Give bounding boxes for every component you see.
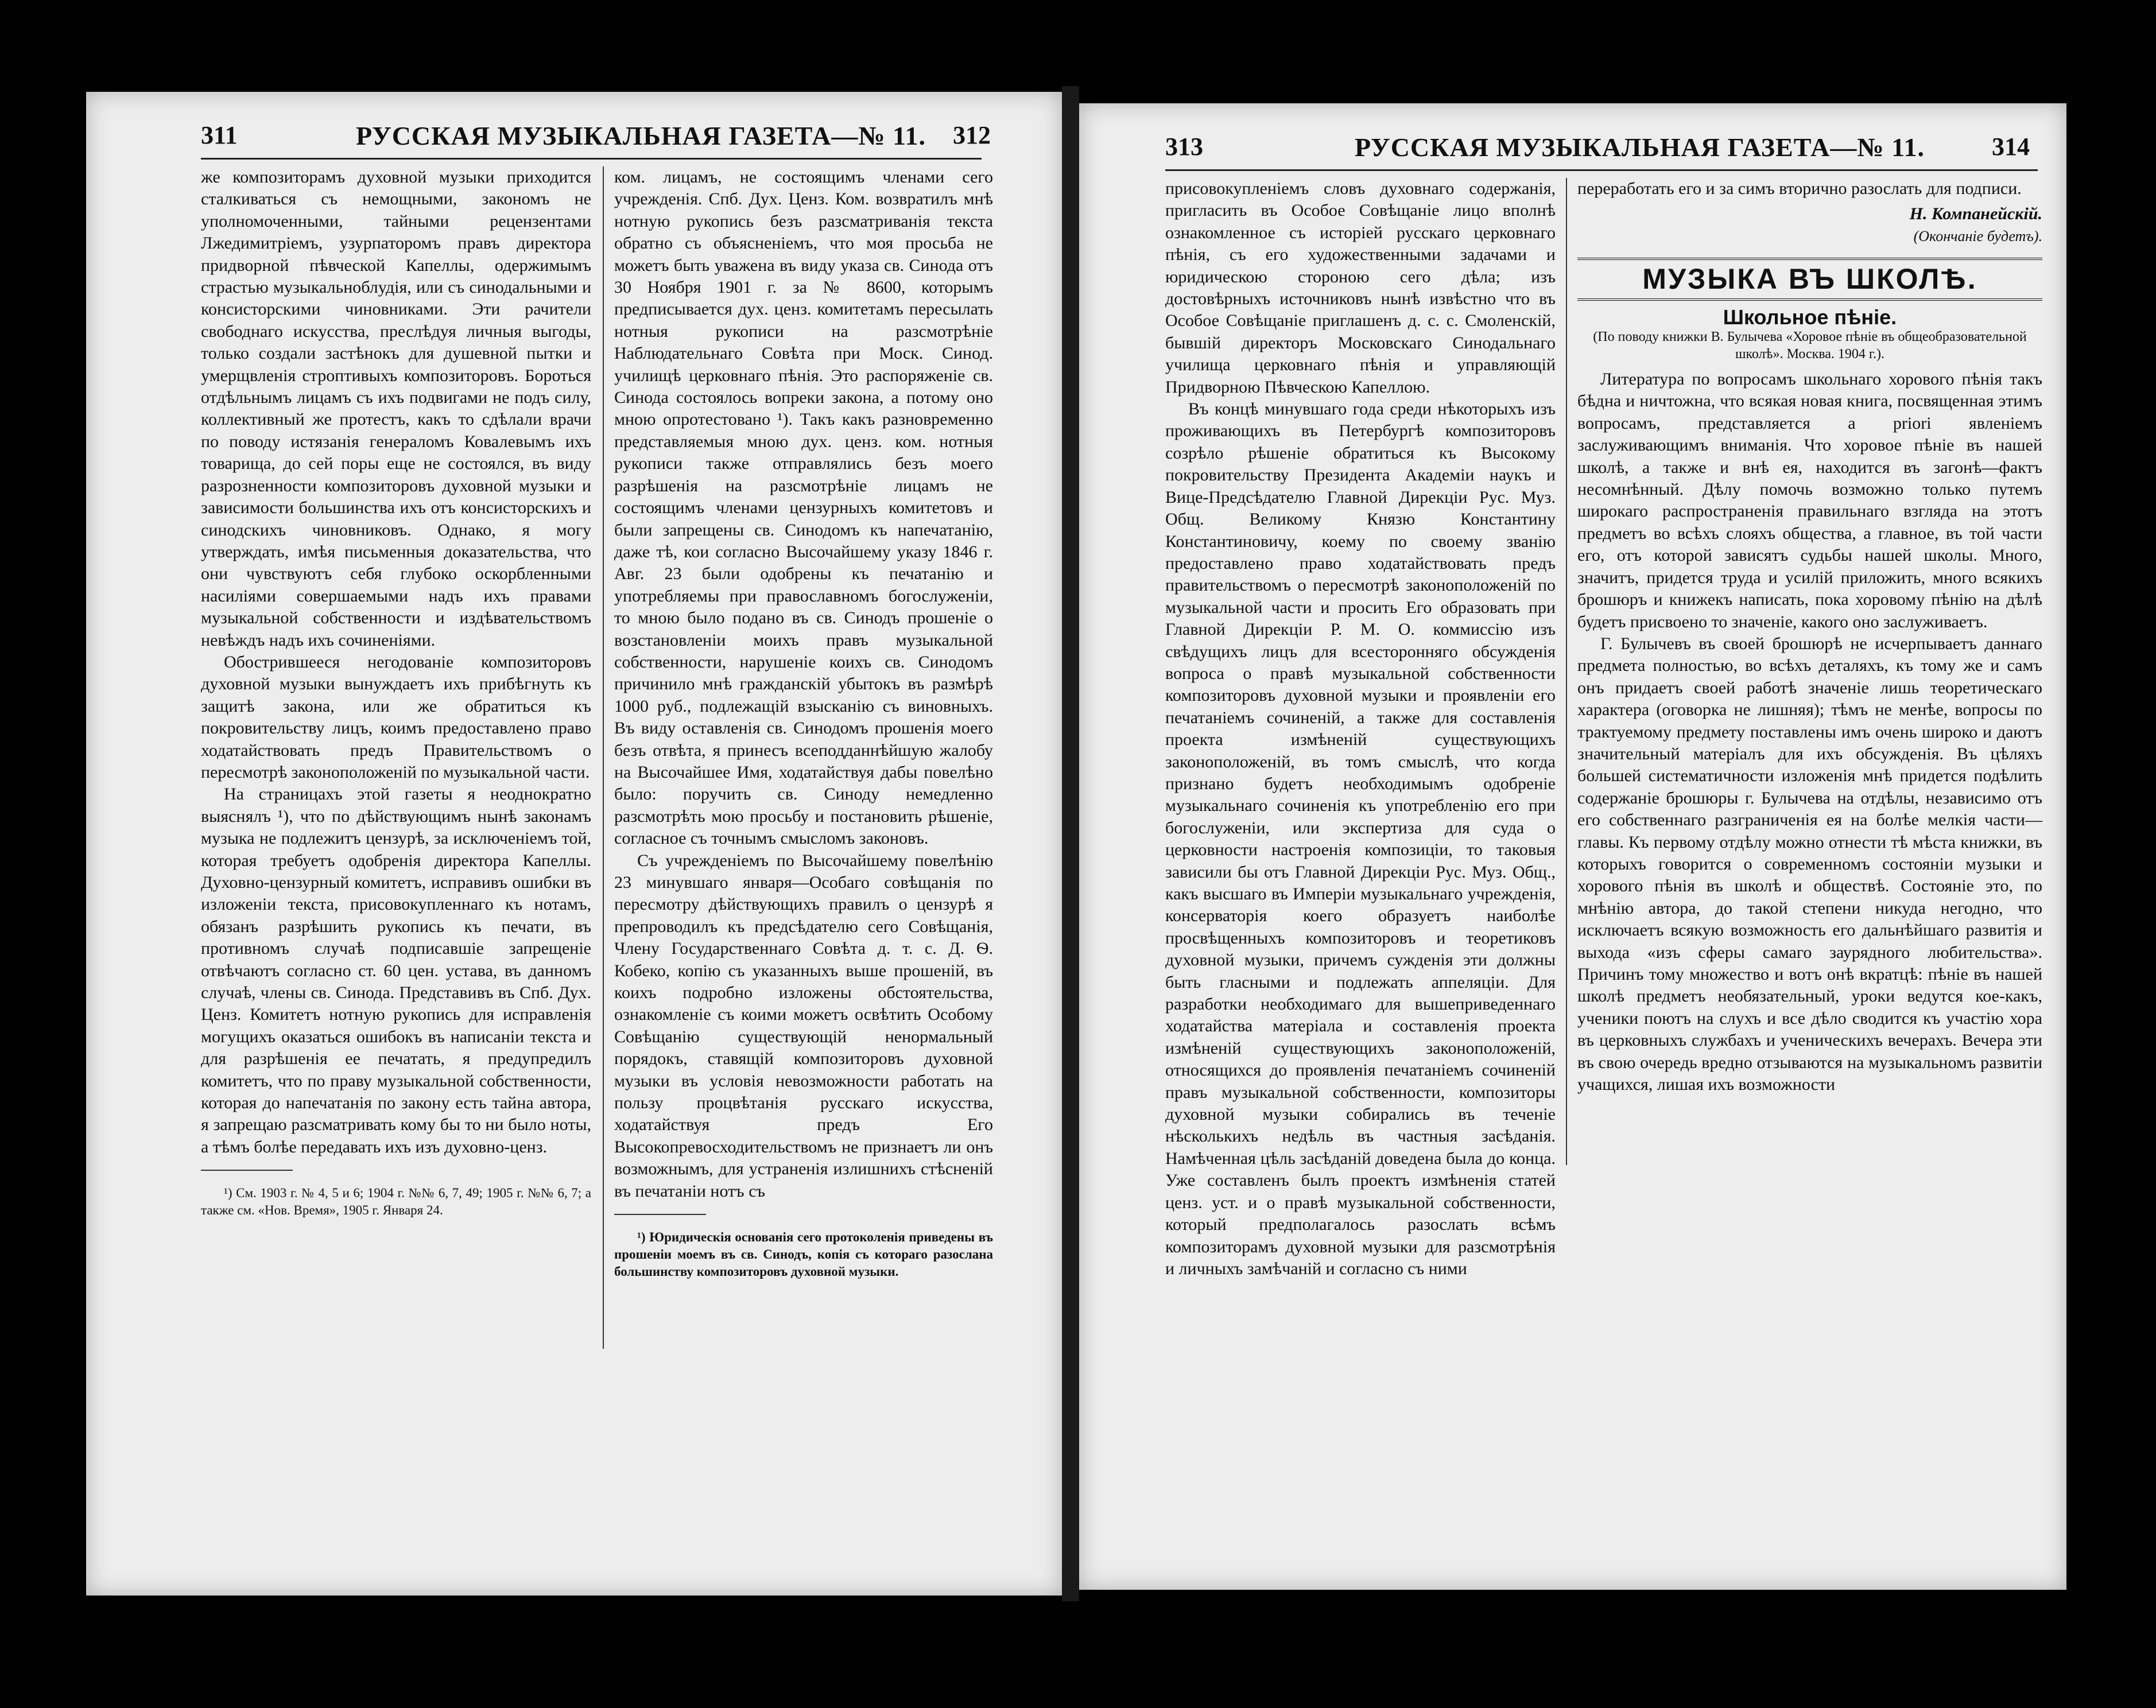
page-number-312: 312 [953,121,991,149]
right-column-1 [1165,178,1556,1280]
paragraph: Въ концѣ минувшаго года среди нѣкоторыхъ изъ проживающихъ въ Петербургѣ композиторовъ созрѣло рѣшеніе обратиться къ Высокому покровительству Президента Академіи наукъ и Вице-Предсѣдателю Главной Дирекціи Рус. Муз. Общ. Великому Князю Константину Константиновичу, коему по своему званію предоставлено право ходатайствовать предъ правительствомъ о пересмотрѣ законоположеній по музыкальной части и просить Его образовать при Главной Дирекціи Р. М. О. коммиссію изъ свѣдущихъ лицъ для всестороннягo обсужденія вопроса о правѣ музыкальной собственности композиторовъ духовной музыки и проявленіи его печатаніемъ сочиненій, а также для составленія проекта измѣненій существующихъ законоположеній, въ томъ смыслѣ, что когда признано будетъ необходимымъ одобреніе музыкальнаго сочиненія къ употребленію его при богослуженіи, или экспертиза для суда о церковности настроенія композиціи, то таковыя зависили бы отъ Главной Дирекціи Рус. Муз. Общ., какъ высшаго въ Имперіи музыкальнаго учрежденія, консерваторія коего образуетъ наиболѣе просвѣщенныхъ композиторовъ и теоретиковъ духовной музыки, причемъ сужденія эти должны быть гласными и подлежать аппеляціи. Для разработки необходимаго для вышеприведеннаго ходатайства матеріала и составленія проекта измѣненій существующихъ законоположеній, относящихся до проявленія печатаніемъ сочиненій правъ музыкальной собственности, композиторы духовной музыки собирались въ теченіе нѣсколькихъ недѣль въ частныя засѣданія. Намѣченная цѣль засѣданій доведена была до конца. Уже составленъ былъ проектъ измѣненія статей ценз. уст. и о правѣ музыкальной собственности, который предполагалось разослать всѣмъ композиторамъ духовной музыки для разсмотрѣнія и личныхъ замѣчаній и согласно съ ними [1165,399,1556,1278]
page-number-314: 314 [1992,133,2030,161]
left-column-2 [614,166,993,1280]
paragraph: На страницахъ этой газеты я неоднократно выяснялъ ¹), что по дѣйствующимъ нынѣ законамъ музыка не подлежитъ цензурѣ, за исключеніемъ той, которая требуетъ одобренія директора Капеллы. Духовно-цензурный комитетъ, исправивъ ошибки въ изложеніи текста, присовокупленнаго къ нотамъ, обязанъ разрѣшить рукопись къ печати, въ противномъ случаѣ подписавшіе запрещеніе отвѣчаютъ согласно ст. 60 цен. устава, въ данномъ случаѣ, члены св. Синода. Представивъ въ Спб. Дух. Ценз. Комитетъ нотную рукопись для исправленія могущихъ оказаться ошибокъ въ написаніи текста и для разрѣшенія ее печатать, я предупредилъ комитетъ, что по праву музыкальной собственности, которая до напечатанія по закону есть тайна автора, я запрещаю разсматривать кому бы то ни было ноты, а тѣмъ болѣе передавать ихъ изъ духовно-ценз. [201,785,591,1156]
paragraph: переработать его и за симъ вторично разослать для подписи. [1577,179,2022,198]
left-page [86,92,1062,1596]
page-number-311: 311 [201,121,238,149]
paragraph: присовокупленіемъ словъ духовнаго содержанія, пригласить въ Особое Совѣщаніе лицо вполнѣ ознакомленное съ исторіей русскаго церковнаго пѣнія, съ его художественными задачами и юридическою стороною сего дѣла; изъ достовѣрныхъ источниковъ нынѣ извѣстно что въ Особое Совѣщаніе приглашенъ д. с. с. Смоленскій, бывшій директоръ Московскаго Синодальнаго училища церковнаго пѣнія и управляющій Придворною Пѣвческою Капеллою. [1165,179,1556,397]
page-number-313: 313 [1165,133,1203,161]
column-divider [603,166,604,1349]
book-gutter [1062,86,1079,1601]
header-rule [1165,169,2038,171]
right-page-header [1079,132,2066,166]
left-page-header [86,121,1062,155]
header-rule [201,158,982,160]
footnote-rule [201,1170,293,1171]
paragraph: Обострившееся негодованіе композиторовъ духовной музыки вынуждаетъ ихъ прибѣгнуть къ защитѣ закона, или же обратиться къ покровительству лицъ, коимъ предоставлено право ходатайствовать предъ Правительствомъ о пересмотрѣ законоположеній по музыкальной части. [201,652,591,782]
article-subtitle: (По поводу книжки В. Булычева «Хоровое пѣніе въ общеобразовательной школѣ». Москва. 1904 г.). [1593,329,2027,362]
paragraph: же композиторамъ духовной музыки приходится сталкиваться съ немощными, закономъ не уполномоченными, тайными рецензентами Лжедимитріемъ, узурпаторомъ правъ директора придворной пѣвческой Капеллы, одержимымъ страстью музыкальноблудія, или съ синодальными и консисторскими чиновниками. Эти рачители свободнаго искусства, преслѣдуя личныя выгоды, только создали застѣнокъ для душевной пытки и умерщвленія строптивыхъ композиторовъ. Бороться отдѣльнымъ лицамъ съ ихъ подвигами не подъ силу, коллективный же протестъ, какъ то сдѣлали врачи по поводу истязанія генераломъ Ковалевымъ ихъ товарища, до сей поры еще не состоялся, въ виду разрозненности композиторовъ духовной музыки и зависимости большинства ихъ отъ консисторскихъ и синодскихъ чиновниковъ. Однако, я могу утверждать, имѣя письменныя доказательства, что они чувствуютъ себя глубоко оскорбленными насиліями совершаемыми надъ ихъ правами музыкальной собственности и издѣвательствомъ невѣждъ надъ ихъ сочиненіями. [201,168,591,650]
continuation-note: (Окончаніе будетъ). [1913,227,2042,244]
article-title: Школьное пѣніе. [1723,305,1897,329]
right-column-2 [1577,178,2042,1096]
paragraph: ком. лицамъ, не состоящимъ членами сего учрежденія. Спб. Дух. Ценз. Ком. возвратилъ мнѣ нотную рукопись безъ разсматриванія текста обратно съ объясненіемъ, что моя просьба не можетъ быть уважена въ виду указа св. Синода отъ 30 Ноября 1901 г. за № 8600, которымъ предписывается дух. ценз. комитетамъ пересылать нотныя рукописи на разсмотрѣніе Наблюдательнаго Совѣта при Моск. Синод. училищѣ церковнаго пѣнія. Это распоряженіе св. Синода состоялось вопреки закона, а потому оно мною опротестовано ¹). Такъ какъ разновременно представляемыя мною дух. ценз. ком. нотныя рукописи также отправлялись безъ моего разрѣшенія на разсмотрѣніе лицамъ не состоящимъ членами цензурныхъ комитетовъ и были запрещены св. Синодомъ къ напечатанію, даже тѣ, кои согласно Высочайшему указу 1846 г. Авг. 23 были одобрены къ печатанію и употребляемы при православномъ богослуженіи, то мною было подано въ св. Синодъ прошеніе о возстановленіи моихъ правъ музыкальной собственности, нарушеніе коихъ св. Синодомъ причинило мнѣ гражданскій убытокъ въ размѣрѣ 1000 руб., подлежащій взысканію съ виновныхъ. Въ виду оставленія св. Синодомъ прошенія моего безъ отвѣта, я принесъ всеподданнѣйшую жалобу на Высочайшее Имя, ходатайствуя дабы повелѣно было: поручить св. Синоду немедленно разсмотрѣть мою просьбу и постановить рѣшеніе, согласное съ точнымъ смысломъ законовъ. [614,168,993,848]
left-column-1 [201,166,591,1219]
newspaper-title: РУССКАЯ МУЗЫКАЛЬНАЯ ГАЗЕТА—№ 11. [1355,133,1925,162]
paragraph: Г. Булычевъ въ своей брошюрѣ не исчерпываетъ даннаго предмета полностью, во всѣхъ деталяхъ, къ тому же и самъ онъ придаетъ своей работѣ значеніе лишь теоретическаго характера (оговорка не лишняя); тѣмъ не менѣе, вопросы по трактуемому предмету поставлены имъ очень широко и даютъ значительный матеріалъ для ихъ обсужденія. Въ цѣляхъ большей систематичности изложенія мнѣ придется подѣлить содержаніе брошюры г. Булычева на отдѣлы, независимо отъ его собственнаго разграниченія ея на болѣе мелкія части—главы. Къ первому отдѣлу можно отнести тѣ мѣста книжки, въ которыхъ говорится о современномъ состояніи музыки и хорового пѣнія въ школѣ и обществѣ. Состояніе это, по мнѣнію автора, до такой степени никуда негодно, что исключаетъ всякую возможность его дальнѣйшаго развитія и выхода «изъ сферы самаго заурядного любительства». Причинъ тому множество и вотъ онѣ вкратцѣ: пѣніе въ нашей школѣ предметъ необязательный, уроки ведутся кое-какъ, ученики поютъ на слухъ и все дѣло сводится къ участію хора въ церковныхъ службахъ и ученическихъ вечерахъ. Вечера эти въ свою очередь вредно отзываются на музыкальномъ развитіи учащихся, лишая ихъ возможности [1577,634,2042,1094]
paragraph: Съ учрежденіемъ по Высочайшему повелѣнію 23 минувшаго января—Особаго совѣщанія по пересмотру дѣйствующихъ правилъ о цензурѣ я препроводилъ къ предсѣдателю сего Совѣщанія, Члену Государственнаго Совѣта д. т. с. Д. Ѳ. Кобеко, копію съ указанныхъ выше прошеній, въ коихъ подробно изложены обстоятельства, ознакомленіе съ коими можетъ освѣтить Особому Совѣщанію существующій ненормальный порядокъ, ставящій композиторовъ духовной музыки въ условія невозможности работать на пользу процвѣтанія русскаго искусства, ходатайствуя предъ Его Высокопревосходительствомъ не признаетъ ли онъ возможнымъ, для устраненія излишнихъ стѣсненій въ печатаніи нотъ съ [614,851,993,1201]
column-divider [1566,178,1567,1165]
author-signature: Н. Компанейскій. [1909,204,2042,224]
footnote: ¹) См. 1903 г. № 4, 5 и 6; 1904 г. №№ 6, 7, 49; 1905 г. №№ 6, 7; а также см. «Нов. Время», 1905 г. Января 24. [201,1186,591,1218]
right-page [1079,103,2066,1590]
section-banner: МУЗЫКА ВЪ ШКОЛѢ. [1577,258,2042,300]
footnote: ¹) Юридическія основанія сего протоколенія приведены въ прошеніи моемъ въ св. Синодъ, копія съ котораго разослана большинству композиторовъ духовной музыки. [614,1230,993,1279]
newspaper-title: РУССКАЯ МУЗЫКАЛЬНАЯ ГАЗЕТА—№ 11. [356,121,926,150]
footnote-rule [614,1214,706,1215]
paragraph: Литература по вопросамъ школьнаго хорового пѣнія такъ бѣдна и ничтожна, что всякая новая книга, посвященная этимъ вопросамъ, представляется а priori явленіемъ заслуживающимъ вниманія. Что хоровое пѣніе въ нашей школѣ, а также и внѣ ея, находится въ загонѣ—фактъ несомнѣнный. Дѣлу помочь возможно только путемъ широкаго распространенія правильнаго взгляда на этотъ предметъ во всѣхъ слояхъ общества, а главное, въ той части его, отъ которой зависятъ судьбы нашей школы. Много, значитъ, придется труда и усилій приложить, много всякихъ брошюръ и книжекъ написать, пока хоровому пѣнію на дѣлѣ будетъ присвоено то значеніе, какого оно заслуживаетъ. [1577,370,2042,631]
